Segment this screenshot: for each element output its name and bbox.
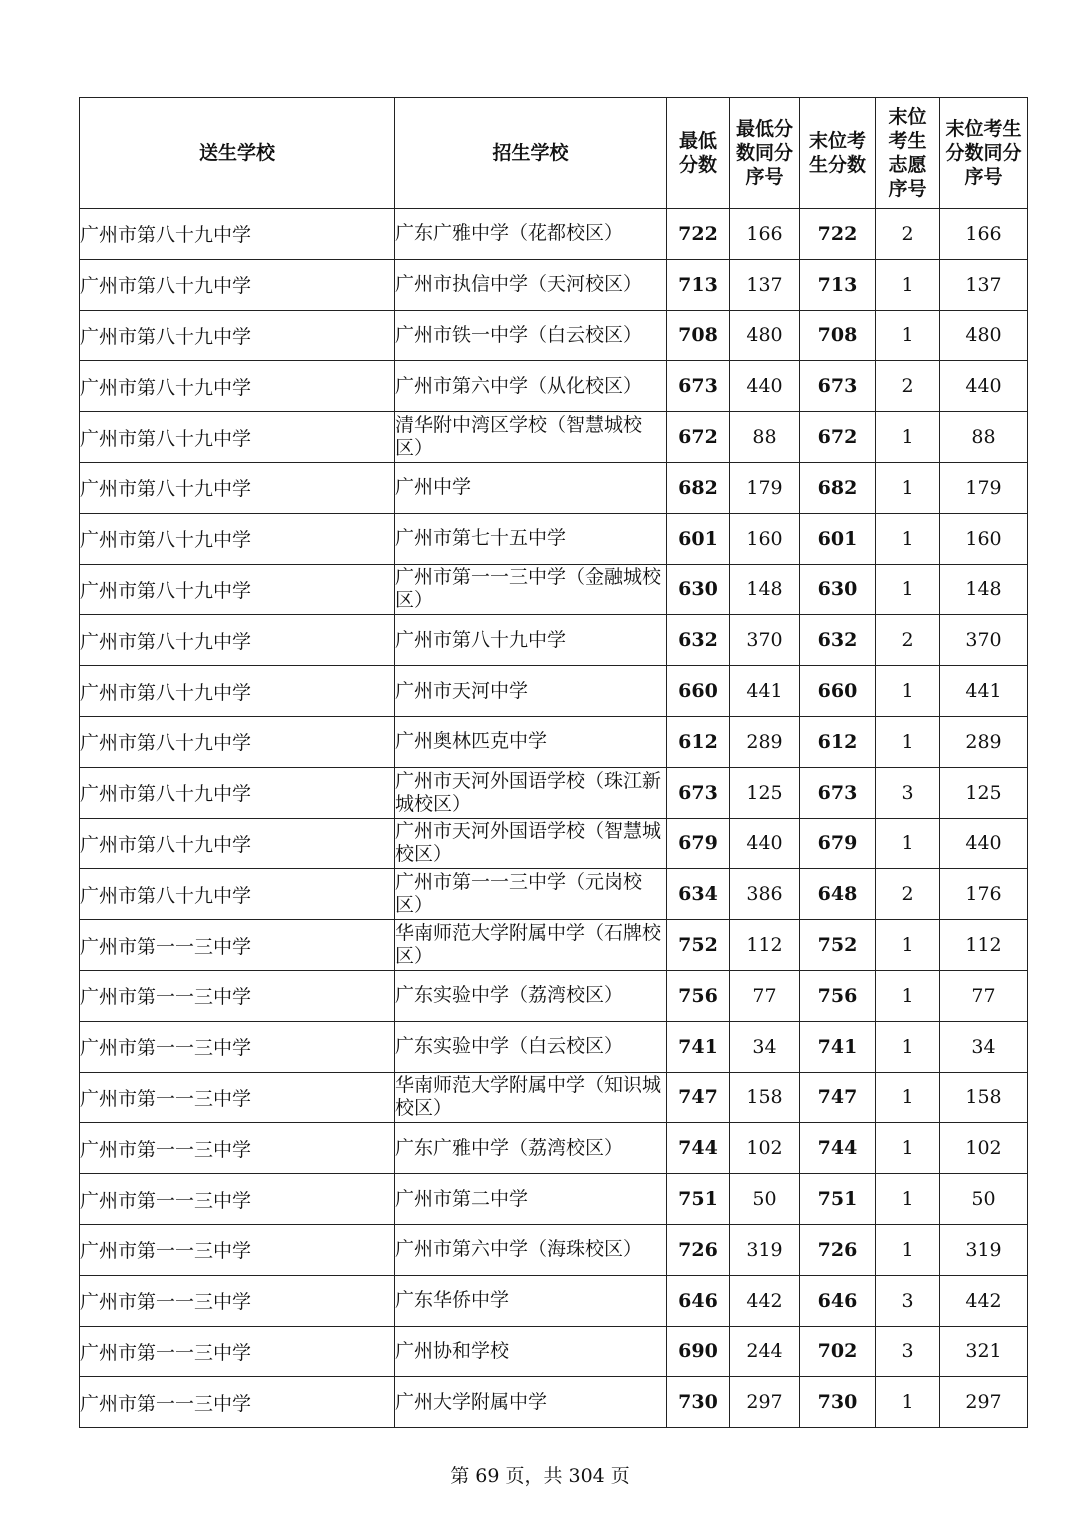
sending-school-cell: 广州市第八十九中学 xyxy=(80,818,395,869)
sending-school-cell: 广州市第八十九中学 xyxy=(80,361,395,412)
sending-school-cell: 广州市第八十九中学 xyxy=(80,716,395,767)
last-score-rank-cell: 321 xyxy=(940,1326,1028,1377)
min-score-rank-cell: 441 xyxy=(730,666,800,717)
admitting-school-cell: 广州市第八十九中学 xyxy=(395,615,667,666)
admitting-school-cell: 广东广雅中学（花都校区） xyxy=(395,209,667,260)
sending-school-cell: 广州市第一一三中学 xyxy=(80,1174,395,1225)
min-score-cell: 673 xyxy=(667,361,730,412)
last-score-cell: 679 xyxy=(800,818,876,869)
table-row xyxy=(80,209,1028,260)
header-row xyxy=(80,98,1028,209)
last-choice-rank-cell: 1 xyxy=(876,259,940,310)
admitting-school-cell: 广州市第二中学 xyxy=(395,1174,667,1225)
min-score-rank-cell: 158 xyxy=(730,1072,800,1123)
admitting-school-cell: 广东实验中学（白云校区） xyxy=(395,1021,667,1072)
header-last-score-rank xyxy=(940,98,1028,209)
min-score-cell: 756 xyxy=(667,970,730,1021)
last-choice-rank-cell: 2 xyxy=(876,869,940,920)
min-score-cell: 744 xyxy=(667,1123,730,1174)
last-choice-rank-cell: 1 xyxy=(876,1224,940,1275)
admitting-school-cell: 清华附中湾区学校（智慧城校区） xyxy=(395,412,667,463)
last-score-cell: 726 xyxy=(800,1224,876,1275)
last-score-cell: 601 xyxy=(800,513,876,564)
last-choice-rank-cell: 1 xyxy=(876,1072,940,1123)
min-score-cell: 634 xyxy=(667,869,730,920)
min-score-cell: 751 xyxy=(667,1174,730,1225)
header-line: 招生学校 xyxy=(492,142,569,164)
last-choice-rank-cell: 1 xyxy=(876,564,940,615)
last-score-rank-cell: 179 xyxy=(940,462,1028,513)
last-score-cell: 722 xyxy=(800,209,876,260)
min-score-cell: 708 xyxy=(667,310,730,361)
admitting-school-cell: 广州市第一一三中学（金融城校区） xyxy=(395,564,667,615)
table-row xyxy=(80,564,1028,615)
min-score-cell: 632 xyxy=(667,615,730,666)
sending-school-cell: 广州市第八十九中学 xyxy=(80,564,395,615)
table-row xyxy=(80,513,1028,564)
min-score-cell: 722 xyxy=(667,209,730,260)
last-score-cell: 673 xyxy=(800,361,876,412)
last-score-rank-cell: 160 xyxy=(940,513,1028,564)
admitting-school-cell: 广州中学 xyxy=(395,462,667,513)
last-choice-rank-cell: 3 xyxy=(876,1326,940,1377)
header-line: 送生学校 xyxy=(198,142,275,164)
table-row xyxy=(80,869,1028,920)
last-choice-rank-cell: 3 xyxy=(876,767,940,818)
last-score-rank-cell: 440 xyxy=(940,818,1028,869)
sending-school-cell: 广州市第八十九中学 xyxy=(80,259,395,310)
table-row xyxy=(80,1275,1028,1326)
sending-school-cell: 广州市第八十九中学 xyxy=(80,869,395,920)
table-row xyxy=(80,361,1028,412)
min-score-cell: 730 xyxy=(667,1377,730,1428)
header-line: 志愿 xyxy=(888,154,927,176)
admitting-school-cell: 广州奥林匹克中学 xyxy=(395,716,667,767)
last-score-cell: 648 xyxy=(800,869,876,920)
last-score-rank-cell: 442 xyxy=(940,1275,1028,1326)
min-score-cell: 630 xyxy=(667,564,730,615)
header-min-score-rank xyxy=(730,98,800,209)
sending-school-cell: 广州市第八十九中学 xyxy=(80,310,395,361)
last-choice-rank-cell: 1 xyxy=(876,462,940,513)
last-score-cell: 741 xyxy=(800,1021,876,1072)
last-score-rank-cell: 441 xyxy=(940,666,1028,717)
last-score-rank-cell: 440 xyxy=(940,361,1028,412)
header-sending-school xyxy=(80,98,395,209)
sending-school-cell: 广州市第八十九中学 xyxy=(80,615,395,666)
last-choice-rank-cell: 1 xyxy=(876,310,940,361)
last-choice-rank-cell: 1 xyxy=(876,666,940,717)
last-choice-rank-cell: 1 xyxy=(876,1021,940,1072)
table-row xyxy=(80,1224,1028,1275)
sending-school-cell: 广州市第一一三中学 xyxy=(80,920,395,971)
header-line: 末位考 xyxy=(808,130,866,152)
last-score-rank-cell: 102 xyxy=(940,1123,1028,1174)
min-score-cell: 682 xyxy=(667,462,730,513)
header-line: 序号 xyxy=(745,166,784,188)
table-row xyxy=(80,1021,1028,1072)
min-score-rank-cell: 440 xyxy=(730,818,800,869)
header-line: 分数同分 xyxy=(945,142,1022,164)
table-row xyxy=(80,970,1028,1021)
min-score-rank-cell: 480 xyxy=(730,310,800,361)
last-score-cell: 630 xyxy=(800,564,876,615)
admitting-school-cell: 广州市执信中学（天河校区） xyxy=(395,259,667,310)
last-score-cell: 756 xyxy=(800,970,876,1021)
admitting-school-cell: 广东华侨中学 xyxy=(395,1275,667,1326)
last-score-cell: 744 xyxy=(800,1123,876,1174)
last-score-cell: 672 xyxy=(800,412,876,463)
min-score-rank-cell: 442 xyxy=(730,1275,800,1326)
table-row xyxy=(80,412,1028,463)
table-body xyxy=(80,209,1028,1428)
min-score-rank-cell: 289 xyxy=(730,716,800,767)
min-score-cell: 690 xyxy=(667,1326,730,1377)
last-score-rank-cell: 480 xyxy=(940,310,1028,361)
min-score-rank-cell: 148 xyxy=(730,564,800,615)
min-score-rank-cell: 112 xyxy=(730,920,800,971)
last-score-cell: 713 xyxy=(800,259,876,310)
last-score-cell: 751 xyxy=(800,1174,876,1225)
table-row xyxy=(80,716,1028,767)
last-score-cell: 632 xyxy=(800,615,876,666)
sending-school-cell: 广州市第八十九中学 xyxy=(80,666,395,717)
sending-school-cell: 广州市第八十九中学 xyxy=(80,462,395,513)
sending-school-cell: 广州市第一一三中学 xyxy=(80,1377,395,1428)
admission-table xyxy=(79,97,1028,1428)
header-last-choice-rank xyxy=(876,98,940,209)
header-min-score xyxy=(667,98,730,209)
last-choice-rank-cell: 1 xyxy=(876,1174,940,1225)
last-score-rank-cell: 77 xyxy=(940,970,1028,1021)
last-score-cell: 673 xyxy=(800,767,876,818)
last-score-cell: 612 xyxy=(800,716,876,767)
admitting-school-cell: 广州市天河外国语学校（珠江新城校区） xyxy=(395,767,667,818)
last-score-rank-cell: 112 xyxy=(940,920,1028,971)
table-row xyxy=(80,666,1028,717)
last-score-cell: 708 xyxy=(800,310,876,361)
last-score-cell: 730 xyxy=(800,1377,876,1428)
table-row xyxy=(80,767,1028,818)
last-score-rank-cell: 137 xyxy=(940,259,1028,310)
sending-school-cell: 广州市第一一三中学 xyxy=(80,1275,395,1326)
last-score-rank-cell: 125 xyxy=(940,767,1028,818)
min-score-rank-cell: 319 xyxy=(730,1224,800,1275)
min-score-rank-cell: 386 xyxy=(730,869,800,920)
sending-school-cell: 广州市第八十九中学 xyxy=(80,513,395,564)
table-row xyxy=(80,462,1028,513)
min-score-cell: 726 xyxy=(667,1224,730,1275)
last-score-cell: 702 xyxy=(800,1326,876,1377)
min-score-rank-cell: 160 xyxy=(730,513,800,564)
last-choice-rank-cell: 1 xyxy=(876,970,940,1021)
header-line: 末位考生 xyxy=(945,118,1022,140)
min-score-cell: 672 xyxy=(667,412,730,463)
last-score-rank-cell: 50 xyxy=(940,1174,1028,1225)
last-score-rank-cell: 319 xyxy=(940,1224,1028,1275)
header-line: 考生 xyxy=(888,130,927,152)
min-score-rank-cell: 137 xyxy=(730,259,800,310)
sending-school-cell: 广州市第八十九中学 xyxy=(80,767,395,818)
admitting-school-cell: 广州市第一一三中学（元岗校区） xyxy=(395,869,667,920)
sending-school-cell: 广州市第一一三中学 xyxy=(80,1021,395,1072)
min-score-cell: 601 xyxy=(667,513,730,564)
last-choice-rank-cell: 1 xyxy=(876,1377,940,1428)
min-score-cell: 646 xyxy=(667,1275,730,1326)
table-row xyxy=(80,310,1028,361)
admitting-school-cell: 华南师范大学附属中学（石牌校区） xyxy=(395,920,667,971)
header-line: 末位 xyxy=(888,106,927,128)
min-score-cell: 612 xyxy=(667,716,730,767)
last-score-rank-cell: 289 xyxy=(940,716,1028,767)
min-score-rank-cell: 297 xyxy=(730,1377,800,1428)
table-row xyxy=(80,615,1028,666)
last-choice-rank-cell: 1 xyxy=(876,920,940,971)
table-row xyxy=(80,1072,1028,1123)
min-score-cell: 660 xyxy=(667,666,730,717)
min-score-cell: 673 xyxy=(667,767,730,818)
last-choice-rank-cell: 1 xyxy=(876,1123,940,1174)
sending-school-cell: 广州市第一一三中学 xyxy=(80,1326,395,1377)
last-choice-rank-cell: 1 xyxy=(876,818,940,869)
last-score-rank-cell: 34 xyxy=(940,1021,1028,1072)
last-choice-rank-cell: 1 xyxy=(876,412,940,463)
last-choice-rank-cell: 2 xyxy=(876,209,940,260)
header-line: 序号 xyxy=(964,166,1003,188)
min-score-cell: 741 xyxy=(667,1021,730,1072)
sending-school-cell: 广州市第一一三中学 xyxy=(80,1224,395,1275)
min-score-rank-cell: 440 xyxy=(730,361,800,412)
last-score-rank-cell: 88 xyxy=(940,412,1028,463)
sending-school-cell: 广州市第八十九中学 xyxy=(80,412,395,463)
table-row xyxy=(80,920,1028,971)
admitting-school-cell: 广州大学附属中学 xyxy=(395,1377,667,1428)
last-choice-rank-cell: 3 xyxy=(876,1275,940,1326)
sending-school-cell: 广州市第八十九中学 xyxy=(80,209,395,260)
header-last-score xyxy=(800,98,876,209)
min-score-rank-cell: 50 xyxy=(730,1174,800,1225)
last-score-cell: 752 xyxy=(800,920,876,971)
last-score-cell: 660 xyxy=(800,666,876,717)
last-score-cell: 646 xyxy=(800,1275,876,1326)
header-line: 序号 xyxy=(888,178,927,200)
last-score-rank-cell: 158 xyxy=(940,1072,1028,1123)
header-line: 分数 xyxy=(678,154,717,176)
admitting-school-cell: 广东广雅中学（荔湾校区） xyxy=(395,1123,667,1174)
admitting-school-cell: 广州市天河中学 xyxy=(395,666,667,717)
min-score-cell: 747 xyxy=(667,1072,730,1123)
header-line: 生分数 xyxy=(808,154,866,176)
header-line: 最低分 xyxy=(735,118,793,140)
admitting-school-cell: 广州市天河外国语学校（智慧城校区） xyxy=(395,818,667,869)
table-row xyxy=(80,818,1028,869)
admitting-school-cell: 广州市第六中学（从化校区） xyxy=(395,361,667,412)
sending-school-cell: 广州市第一一三中学 xyxy=(80,1123,395,1174)
table-row xyxy=(80,1326,1028,1377)
last-choice-rank-cell: 1 xyxy=(876,513,940,564)
table-row xyxy=(80,1377,1028,1428)
min-score-rank-cell: 166 xyxy=(730,209,800,260)
admitting-school-cell: 广州协和学校 xyxy=(395,1326,667,1377)
last-choice-rank-cell: 2 xyxy=(876,361,940,412)
header-admitting-school xyxy=(395,98,667,209)
min-score-rank-cell: 179 xyxy=(730,462,800,513)
admitting-school-cell: 广州市第六中学（海珠校区） xyxy=(395,1224,667,1275)
sending-school-cell: 广州市第一一三中学 xyxy=(80,970,395,1021)
admitting-school-cell: 华南师范大学附属中学（知识城校区） xyxy=(395,1072,667,1123)
header-line: 数同分 xyxy=(735,142,793,164)
min-score-cell: 679 xyxy=(667,818,730,869)
page-footer: 第 69 页，共 304 页 xyxy=(450,1465,630,1487)
last-score-cell: 747 xyxy=(800,1072,876,1123)
header-line: 最低 xyxy=(678,130,717,152)
admitting-school-cell: 广州市第七十五中学 xyxy=(395,513,667,564)
min-score-rank-cell: 125 xyxy=(730,767,800,818)
last-choice-rank-cell: 1 xyxy=(876,716,940,767)
min-score-rank-cell: 370 xyxy=(730,615,800,666)
min-score-rank-cell: 34 xyxy=(730,1021,800,1072)
table-row xyxy=(80,1174,1028,1225)
min-score-rank-cell: 102 xyxy=(730,1123,800,1174)
table-row xyxy=(80,1123,1028,1174)
last-score-rank-cell: 148 xyxy=(940,564,1028,615)
min-score-rank-cell: 244 xyxy=(730,1326,800,1377)
min-score-rank-cell: 77 xyxy=(730,970,800,1021)
admitting-school-cell: 广州市铁一中学（白云校区） xyxy=(395,310,667,361)
last-score-rank-cell: 370 xyxy=(940,615,1028,666)
last-score-rank-cell: 176 xyxy=(940,869,1028,920)
table-row xyxy=(80,259,1028,310)
last-score-cell: 682 xyxy=(800,462,876,513)
last-score-rank-cell: 297 xyxy=(940,1377,1028,1428)
min-score-cell: 752 xyxy=(667,920,730,971)
sending-school-cell: 广州市第一一三中学 xyxy=(80,1072,395,1123)
min-score-rank-cell: 88 xyxy=(730,412,800,463)
min-score-cell: 713 xyxy=(667,259,730,310)
last-choice-rank-cell: 2 xyxy=(876,615,940,666)
last-score-rank-cell: 166 xyxy=(940,209,1028,260)
admitting-school-cell: 广东实验中学（荔湾校区） xyxy=(395,970,667,1021)
